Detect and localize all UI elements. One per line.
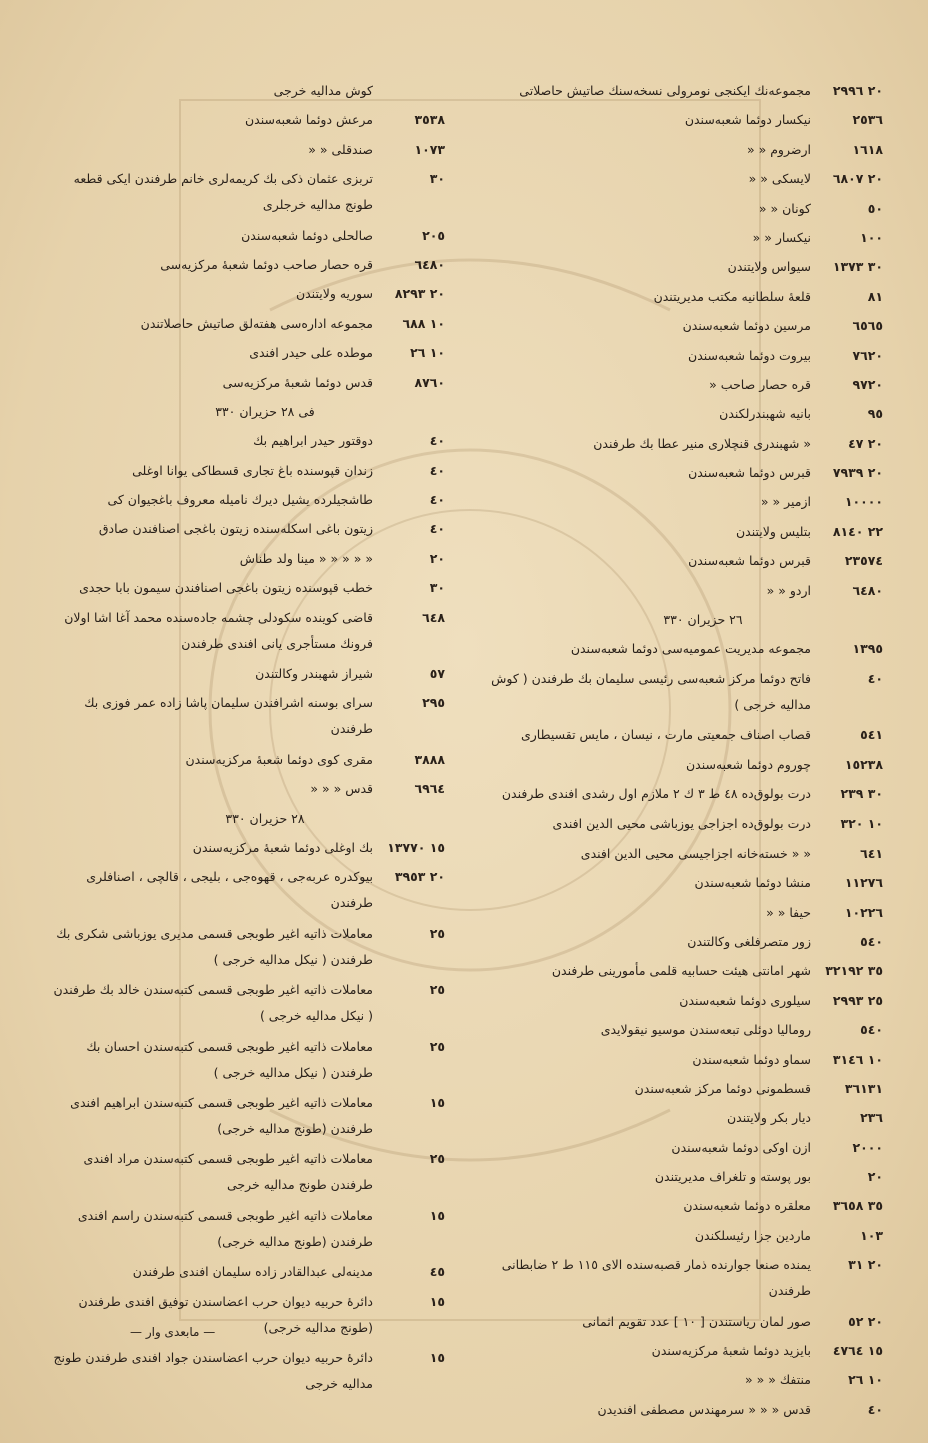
ledger-entry — [483, 489, 883, 514]
entry-amount: ٣٥٣٨ — [414, 112, 445, 128]
ledger-entry — [483, 722, 883, 747]
entry-amount: ٣٠ — [429, 171, 445, 187]
ledger-entry — [45, 921, 445, 973]
entry-amount: ٥٤٠ — [860, 933, 883, 949]
entry-description: قسطمونی دوئما مركز شعبه‌سندن — [634, 1080, 811, 1096]
ledger-entry — [483, 107, 883, 132]
ledger-entry — [483, 1338, 883, 1363]
entry-description: « شهبندری قنچلاری منير عطا بك طرفندن — [593, 435, 811, 451]
ledger-entry — [45, 340, 445, 365]
entry-amount: ١٠٣ — [860, 1227, 883, 1243]
continuation-note: — مابعدی وار — — [130, 1325, 216, 1339]
ledger-entry — [483, 254, 883, 279]
entry-description: سيواس ولايتندن — [727, 259, 811, 275]
ledger-entry — [483, 1367, 883, 1392]
ledger-entry — [45, 546, 445, 571]
entry-amount: ١٥ ١٣٧٧٠ — [387, 839, 445, 855]
ledger-entry — [483, 548, 883, 573]
entry-amount: ٥٤٠ — [860, 1022, 883, 1038]
entry-description: معاملات ذاتيه اغير طوبجی قسمی مديری يوزباشی شكری بك طرفندن ( نيكل مداليه خرجی ) — [56, 925, 373, 967]
entry-amount: ٢٠ ٣٩٥٣ — [394, 869, 445, 885]
entry-description: ديار بكر ولايتندن — [726, 1110, 811, 1126]
entry-amount: ٤٠ — [429, 433, 445, 449]
ledger-entry — [45, 223, 445, 248]
ledger-entry — [483, 1223, 883, 1248]
ledger-entry — [45, 575, 445, 600]
ledger-entry — [483, 1047, 883, 1072]
entry-description: درت بولوق‌ده اجزاجی يوزباشی محيی الدين افندی — [552, 816, 811, 832]
entry-description: صالحلی دوئما شعبه‌سندن — [241, 227, 373, 243]
entry-amount: ٣٨٨٨ — [414, 751, 445, 767]
entry-amount: ٢٥ — [429, 1038, 445, 1054]
ledger-entry — [45, 78, 445, 103]
entry-description: « « خسته‌خانه اجزاجيسی محيی الدين افندی — [580, 845, 811, 861]
entry-amount: ٦٤٨٠ — [852, 582, 883, 598]
ledger-entry — [483, 166, 883, 191]
entry-description: ماردين جزا رئيسلكندن — [694, 1227, 811, 1243]
entry-description: ازمير « « — [760, 494, 811, 510]
entry-description: سرای بوسنه اشرافندن سليمان پاشا زاده عمر فوزی بك طرفندن — [84, 695, 373, 737]
ledger-entry — [483, 988, 883, 1013]
entry-description: قصاب اصناف جمعيتی مارت ، نيسان ، مايس تقسيطاری — [520, 727, 811, 743]
ledger-entry — [483, 666, 883, 718]
ledger-entry — [483, 284, 883, 309]
ledger-entry — [45, 835, 445, 860]
entry-description: چوروم دوئما شعبه‌سندن — [685, 756, 811, 772]
entry-amount: ١٠ ٢٦ — [410, 345, 445, 361]
entry-amount: ٥٤١ — [860, 727, 883, 743]
ledger-entry — [483, 1309, 883, 1334]
entry-description: قاضی كوينده سكودلی چشمه جاده‌سنده محمد آغا اشا اولان فرونك مستأجری يانی افندی طرفندن — [64, 609, 373, 651]
entry-amount: ١٠ ٢٦ — [848, 1372, 883, 1388]
ledger-entry — [45, 487, 445, 512]
entry-amount: ٢٠ ٤٧ — [848, 435, 883, 451]
entry-description: فاتح دوئما مركز شعبه‌سی رئيسی سليمان بك طرفندن ( كوش مداليه خرجی ) — [491, 670, 811, 712]
entry-description: صور لمان رياستندن [ ١٠ ] عدد تقويم اثمانی — [582, 1313, 811, 1329]
ledger-entry — [45, 1345, 445, 1397]
entry-amount: ٥٧ — [429, 666, 445, 682]
entry-amount: ١٦١٨ — [852, 141, 883, 157]
entry-amount: ٦٤٨٠ — [414, 256, 445, 272]
entry-description: قدس « « « سرمهندس مصطفی افنديدن — [597, 1401, 811, 1417]
ledger-entry — [483, 460, 883, 485]
entry-amount: ١١٢٧٦ — [844, 875, 883, 891]
entry-description: معاملات ذاتيه اغير طوبجی قسمی كتبه‌سندن راسم افندی طرفندن (طونج مداليه خرجی) — [77, 1207, 373, 1249]
entry-description: قره حصار صاحب « — [709, 376, 811, 392]
entry-amount: ٢٥ — [429, 982, 445, 998]
entry-description: قبرس دوئما شعبه‌سندن — [688, 553, 811, 569]
entry-description: دائرهٔ حربيه ديوان حرب اعضاسندن جواد افندی طرفندن طونج مداليه خرجی — [53, 1349, 373, 1391]
date-heading: ٢٨ حزيران ٣٣٠ — [225, 810, 305, 826]
ledger-entry — [483, 1017, 883, 1042]
entry-description: اردو « « — [766, 582, 811, 598]
ledger-entry — [45, 864, 445, 916]
entry-amount: ٢٠٥ — [422, 227, 445, 243]
entry-amount: ١٥ ٤٧٦٤ — [832, 1343, 883, 1359]
ledger-entry — [483, 1076, 883, 1101]
entry-amount: ٢٥ — [429, 1151, 445, 1167]
ledger-entry — [45, 1146, 445, 1198]
entry-amount: ٢٠ ٧٩٣٩ — [832, 465, 883, 481]
ledger-entry — [483, 401, 883, 426]
entry-description: قبرس دوئما شعبه‌سندن — [688, 465, 811, 481]
ledger-entry — [483, 313, 883, 338]
ledger-entry — [45, 311, 445, 336]
entry-amount: ٢٠٠٠ — [852, 1139, 883, 1155]
entry-description: طاشجيلرده يشيل ديرك ناميله معروف باغجيوان كی — [107, 492, 373, 508]
entry-amount: ٣٠ ٢٣٩ — [840, 785, 883, 801]
ledger-entry — [483, 1193, 883, 1218]
entry-description: بيروت دوئما شعبه‌سندن — [688, 347, 811, 363]
ledger-entry — [45, 458, 445, 483]
entry-amount: ٧٦٢٠ — [852, 347, 883, 363]
ledger-entry — [45, 977, 445, 1029]
entry-description: يمنده صنعا جوارنده ذمار قصبه‌سنده الای ١١٥ ط ٢ ضابطانی طرفندن — [501, 1257, 811, 1299]
entry-amount: ٣٥ ٣٢١٩٢ — [825, 963, 883, 979]
ledger-entry — [45, 516, 445, 541]
ledger-entry — [483, 841, 883, 866]
entry-amount: ٢٠ ٦٨٠٧ — [832, 171, 883, 187]
entry-description: بيوكدره عربه‌جی ، قهوه‌جی ، بليجی ، قالچی ، اصنافلری طرفندن — [86, 869, 373, 911]
ledger-entry — [483, 752, 883, 777]
entry-description: منتفك « « « — [745, 1372, 811, 1388]
entry-amount: ٤٠ — [429, 462, 445, 478]
entry-amount: ١٣٩٥ — [852, 641, 883, 657]
entry-amount: ٢٠ ٨٢٩٣ — [394, 286, 445, 302]
entry-amount: ٣٠ — [429, 580, 445, 596]
entry-description: زيتون باغی اسكله‌سنده زيتون باغجی اصنافندن صادق — [98, 521, 373, 537]
entry-amount: ٢٠ — [429, 550, 445, 566]
entry-amount: ٦٤١ — [860, 845, 883, 861]
left-column — [45, 78, 445, 1401]
entry-amount: ٩٧٢٠ — [852, 376, 883, 392]
ledger-entry — [483, 78, 883, 103]
date-heading: فی ٢٨ حزيران ٣٣٠ — [215, 403, 315, 419]
entry-amount: ١٠٧٣ — [414, 141, 445, 157]
entry-amount: ٢٠ — [867, 1169, 883, 1185]
ledger-entry — [483, 343, 883, 368]
ledger-entry — [483, 1252, 883, 1304]
entry-description: شيراز شهبندر وكالتندن — [255, 666, 373, 682]
entry-description: مرسين دوئما شعبه‌سندن — [682, 318, 811, 334]
ledger-entry — [483, 196, 883, 221]
entry-description: مجموعه اداره‌سی هفته‌لق صاتيش حاصلاتندن — [140, 315, 373, 331]
entry-description: معاملات ذاتيه اغير طوبجی قسمی كتبه‌سندن مراد افندی طرفندن طونج مداليه خرجی — [83, 1151, 373, 1193]
entry-amount: ١٠٢٢٦ — [844, 904, 883, 920]
entry-amount: ٦٩٦٤ — [414, 781, 445, 797]
entry-amount: ١٠٠٠٠ — [844, 494, 883, 510]
entry-description: « « « « « مينا ولد طناش — [239, 550, 373, 566]
entry-amount: ٢٠ ٥٢ — [848, 1313, 883, 1329]
entry-amount: ٢٢ ٨١٤٠ — [832, 523, 883, 539]
ledger-entry — [483, 519, 883, 544]
entry-amount: ٢٥ — [429, 925, 445, 941]
entry-amount: ٢٣٥٧٤ — [844, 553, 883, 569]
entry-amount: ٩٥ — [867, 406, 883, 422]
entry-description: معاملات ذاتيه اغير طوبجی قسمی كتبه‌سندن احسان بك طرفندن ( نيكل مداليه خرجی ) — [86, 1038, 373, 1080]
entry-amount: ١٠٠ — [860, 229, 883, 245]
entry-description: قدس دوئما شعبهٔ مركزيه‌سی — [222, 374, 373, 390]
entry-amount: ٣٦١٣١ — [844, 1080, 883, 1096]
entry-description: قلعهٔ سلطانيه مكتب مديريتندن — [653, 288, 811, 304]
ledger-entry — [45, 1090, 445, 1142]
entry-amount: ٨١ — [867, 288, 883, 304]
ledger-entry — [45, 605, 445, 657]
entry-description: لايسكی « « — [748, 171, 811, 187]
entry-amount: ١٥ — [429, 1094, 445, 1110]
entry-amount: ١٥٢٣٨ — [844, 756, 883, 772]
entry-description: بانيه شهبندرلكندن — [719, 406, 811, 422]
entry-description: شهر امانتی هيئت حسابيه قلمی مأمورينی طرفندن — [551, 963, 811, 979]
entry-amount: ٢٥٣٦ — [852, 112, 883, 128]
entry-description: روماليا دوئلی تبعه‌سندن موسيو نيقولايدی — [600, 1022, 811, 1038]
entry-description: تربزی عثمان ذكی بك كريمه‌لری خانم طرفندن ايكی قطعه طونج مداليه خرجلری — [73, 171, 373, 213]
right-column — [483, 78, 883, 1426]
ledger-entry — [483, 958, 883, 983]
entry-description: نيكسار دوئما شعبه‌سندن — [684, 112, 811, 128]
entry-amount: ٤٠ — [429, 521, 445, 537]
ledger-entry — [45, 690, 445, 742]
ledger-entry — [483, 372, 883, 397]
entry-description: زور متصرفلغی وكالتندن — [687, 933, 811, 949]
entry-description: منشا دوئما شعبه‌سندن — [694, 875, 811, 891]
ledger-entry — [483, 1105, 883, 1130]
entry-description: زندان قپوسنده باغ تجاری قسطاكی يوانا اوغلی — [132, 462, 373, 478]
entry-description: درت بولوق‌ده ٤٨ ط ٣ ك ٢ ملازم اول رشدی افندی طرفندن — [501, 785, 811, 801]
entry-description: بك اوغلی دوئما شعبهٔ مركزيه‌سندن — [192, 839, 373, 855]
entry-amount: ٤٥ — [429, 1264, 445, 1280]
entry-amount: ٢٠ ٢٩٩٦ — [832, 83, 883, 98]
ledger-entry — [45, 281, 445, 306]
entry-description: حيفا « « — [766, 904, 811, 920]
entry-amount: ٤٠ — [429, 492, 445, 508]
entry-amount: ٢٥ ٢٩٩٣ — [832, 992, 883, 1008]
entry-description: ازن اوكی دوئما شعبه‌سندن — [671, 1139, 811, 1155]
entry-description: كوش مداليه خرجی — [273, 83, 373, 98]
entry-amount: ١٠ ٦٨٨ — [402, 315, 445, 331]
ledger-entry — [483, 1135, 883, 1160]
entry-description: بور پوسته و تلغراف مديريتندن — [654, 1169, 811, 1185]
ledger-entry — [45, 137, 445, 162]
entry-amount: ٢٠ ٣١ — [848, 1257, 883, 1273]
entry-description: بايزيد دوئما شعبهٔ مركزيه‌سندن — [651, 1343, 811, 1359]
ledger-entry — [483, 431, 883, 456]
ledger-entry — [45, 428, 445, 453]
entry-description: مرعش دوئما شعبه‌سندن — [244, 112, 373, 128]
entry-description: مجموعه مديريت عموميه‌سی دوئما شعبه‌سندن — [570, 641, 811, 657]
entry-description: معاملات ذاتيه اغير طوبجی قسمی كتبه‌سندن خالد بك طرفندن ( نيكل مداليه خرجی ) — [53, 982, 373, 1024]
entry-description: مقری كوی دوئما شعبهٔ مركزيه‌سندن — [185, 751, 373, 767]
ledger-entry — [483, 1164, 883, 1189]
entry-description: ارضروم « « — [746, 141, 811, 157]
entry-description: صندقلی « « — [308, 141, 373, 157]
ledger-entry — [45, 776, 445, 801]
ledger-entry — [483, 811, 883, 836]
entry-amount: ٦٥٦٥ — [852, 318, 883, 334]
entry-amount: ١٠ ٣٢٠ — [840, 816, 883, 832]
entry-amount: ٣٠ ١٣٧٣ — [832, 259, 883, 275]
ledger-entry — [483, 781, 883, 807]
entry-amount: ٢٣٦ — [860, 1110, 883, 1126]
entry-amount: ١٥ — [429, 1349, 445, 1365]
entry-description: بتليس ولايتندن — [736, 523, 811, 539]
ledger-entry — [483, 870, 883, 895]
ledger-entry — [45, 747, 445, 772]
entry-amount: ٦٤٨ — [422, 609, 445, 625]
ledger-entry — [45, 661, 445, 686]
ledger-entry — [483, 137, 883, 162]
entry-amount: ٤٠ — [867, 670, 883, 686]
entry-description: نيكسار « « — [752, 229, 811, 245]
entry-description: خطب قپوسنده زيتون باغجی اصنافندن سيمون بابا حجدی — [79, 580, 373, 596]
entry-description: دائرهٔ حربيه ديوان حرب اعضاسندن توفيق افندی طرفندن (طونج مداليه خرجی) — [78, 1293, 373, 1335]
entry-amount: ٤٠ — [867, 1401, 883, 1417]
ledger-entry — [45, 1034, 445, 1086]
ledger-entry — [45, 1289, 445, 1341]
entry-description: كونان « « — [758, 200, 811, 216]
ledger-entry — [45, 166, 445, 218]
ledger-entry — [483, 225, 883, 250]
ledger-entry — [45, 1259, 445, 1284]
entry-description: قره حصار صاحب دوئما شعبهٔ مركزيه‌سی — [160, 256, 373, 272]
ledger-entry — [483, 1397, 883, 1422]
entry-description: سماو دوئما شعبه‌سندن — [692, 1051, 811, 1067]
ledger-entry — [483, 636, 883, 661]
ledger-entry — [483, 900, 883, 925]
entry-amount: ١٥ — [429, 1293, 445, 1309]
entry-description: سيلوری دوئما شعبه‌سندن — [679, 992, 811, 1008]
entry-description: موطده علی حيدر افندی — [249, 345, 373, 361]
ledger-entry — [45, 107, 445, 132]
entry-amount: ١٠ ٣١٤٦ — [832, 1051, 883, 1067]
ledger-entry — [483, 578, 883, 603]
entry-amount: ٥٠ — [867, 200, 883, 216]
entry-amount: ٨٧٦٠ — [414, 374, 445, 390]
entry-description: سوريه ولايتندن — [295, 286, 373, 302]
entry-amount: ٢٩٥ — [422, 695, 445, 711]
entry-amount: ١٥ — [429, 1207, 445, 1223]
ledger-entry — [483, 929, 883, 954]
date-heading: ٢٦ حزيران ٣٣٠ — [663, 612, 743, 628]
entry-amount: ٣٥ ٣٦٥٨ — [832, 1198, 883, 1214]
ledger-entry — [45, 252, 445, 277]
ledger-entry — [45, 1203, 445, 1255]
entry-description: مدينه‌لی عبدالقادر زاده سليمان افندی طرفندن — [132, 1264, 373, 1280]
entry-description: قدس « « « — [310, 781, 373, 797]
entry-description: معلقره دوئما شعبه‌سندن — [683, 1198, 811, 1214]
ledger-entry — [45, 370, 445, 395]
entry-description: معاملات ذاتيه اغير طوبجی قسمی كتبه‌سندن ابراهيم افندی طرفندن (طونج مداليه خرجی) — [70, 1094, 373, 1136]
entry-description: دوقتور حيدر ابراهيم بك — [253, 433, 373, 449]
entry-description: مجموعه‌نك ايكنجی نومرولی نسخه‌سنك صاتيش حاصلاتی — [519, 83, 811, 98]
